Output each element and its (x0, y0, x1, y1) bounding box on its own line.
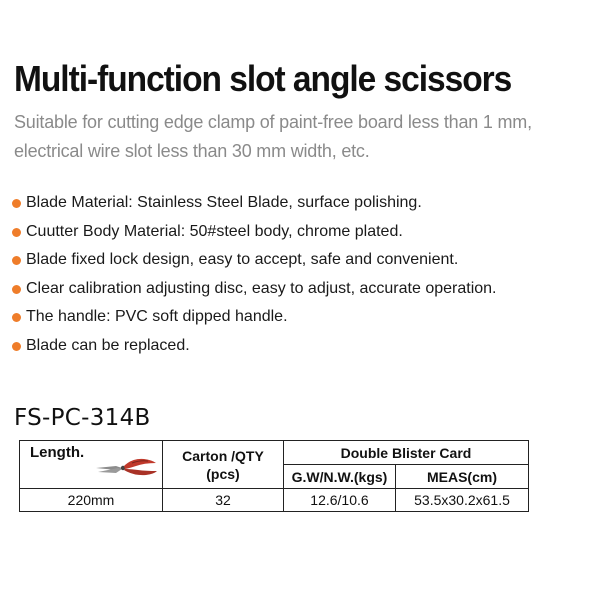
feature-item (12, 191, 496, 220)
bullet-icon (12, 313, 21, 322)
length-header: Length. (30, 444, 85, 461)
feature-text: Clear calibration adjusting disc, easy to adjust, accurate operation. (26, 279, 497, 297)
meas-header: MEAS(cm) (396, 465, 529, 489)
spec-table (19, 440, 529, 512)
feature-text: The handle: PVC soft dipped handle. (26, 308, 288, 325)
length-value: 220mm (20, 489, 163, 512)
bullet-icon (12, 342, 21, 351)
scissors-icon (94, 454, 158, 480)
meas-value: 53.5x30.2x61.5 (396, 489, 529, 512)
length-header-cell (20, 441, 163, 489)
weight-value: 12.6/10.6 (284, 489, 396, 512)
carton-header-line: Carton /QTY (182, 447, 264, 464)
qty-value: 32 (163, 489, 284, 512)
feature-text: Blade can be replaced. (26, 336, 190, 354)
feature-text: Blade Material: Stainless Steel Blade, surface polishing. (26, 194, 422, 211)
model-number: FS-PC-314B (14, 405, 151, 431)
subtitle-line: electrical wire slot less than 30 mm width, etc. (14, 141, 370, 161)
feature-item (12, 277, 496, 306)
feature-item (12, 305, 496, 334)
bullet-icon (12, 228, 21, 237)
carton-qty-header (163, 441, 284, 489)
bullet-icon (12, 285, 21, 294)
feature-item (12, 220, 496, 249)
feature-text: Cuutter Body Material: 50#steel body, chrome plated. (26, 222, 403, 240)
blister-header: Double Blister Card (284, 441, 529, 465)
table-row (20, 489, 529, 512)
feature-text: Blade fixed lock design, easy to accept, safe and convenient. (26, 251, 459, 268)
subtitle-line: Suitable for cutting edge clamp of paint-free board less than 1 mm, (14, 112, 532, 132)
weight-header: G.W/N.W.(kgs) (284, 465, 396, 489)
product-title: Multi-function slot angle scissors (14, 58, 512, 99)
feature-item (12, 248, 496, 277)
bullet-icon (12, 256, 21, 265)
product-subtitle (14, 108, 594, 166)
feature-list (12, 191, 496, 362)
feature-item (12, 334, 496, 363)
carton-header-line: (pcs) (206, 465, 240, 482)
bullet-icon (12, 199, 21, 208)
